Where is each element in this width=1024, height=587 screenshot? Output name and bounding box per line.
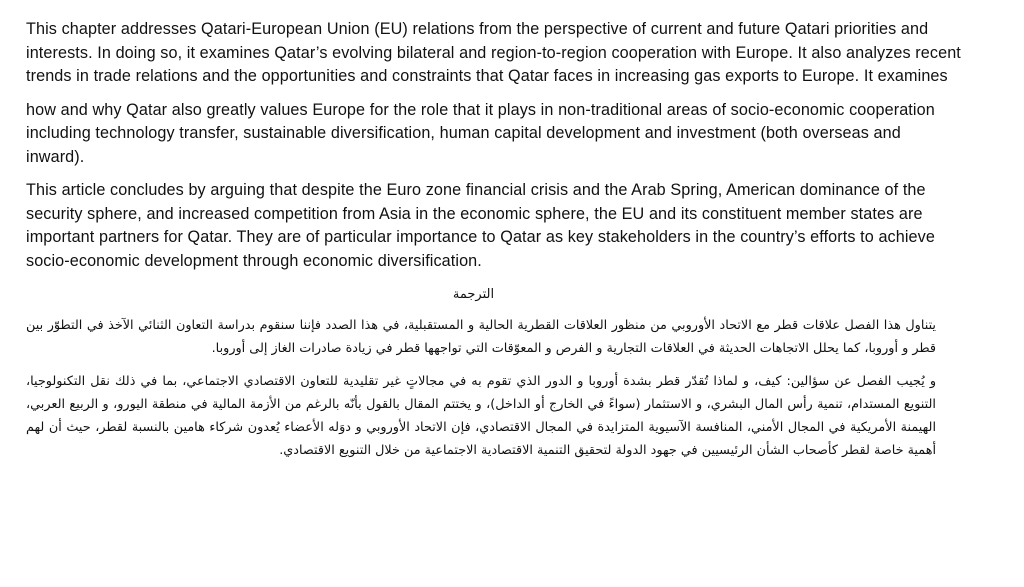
- english-paragraph-1: This chapter addresses Qatari-European Union (EU) relations from the perspective of current and future Qatari priorities and interests. In doing so, it examines Qatar’s evolving bilateral and region-to-region cooperation with Europe. It also analyzes recent trends in trade relations and the opportunities and constraints that Qatar faces in increasing gas exports to Europe. It examines: [26, 20, 961, 85]
- translation-heading: الترجمة: [452, 287, 495, 302]
- english-paragraph-2: how and why Qatar also greatly values Europe for the role that it plays in non-traditional areas of socio-economic cooperation including technology transfer, sustainable diversification, human capital development and investment (both overseas and inward).: [26, 100, 935, 166]
- arabic-paragraph-2: و يُجيب الفصل عن سؤالين: كيف، و لماذا تُقدّر قطر بشدة أوروبا و الدور الذي تقوم به في مجالاتٍ غير تقليدية للتعاون الاقتصادي الاجتماعي، بما في ذلك نقل التكنولوجيا، التنويع المستدام، تنمية رأس المال البشري، و الاستثمار (سواءً في الخارج أو الداخل)، و يختتم المقال بالقول بأنّه بالرغم من الأزمة المالية في منطقة اليورو، و الربيع العربي، الهيمنة الأمريكية في المجال الأمني، المنافسة الآسيوية المتزايدة في المجال الاقتصادي، فإن الاتحاد الأوروبي و دوَله الأعضاء يُعدون شركاء هامين بالنسبة لقطر، حيث أن لهم أهمية خاصة لقطر كأصحاب الشأن الرئيسيين في جهود الدولة لتحقيق التنمية الاقتصادية الاجتماعية من خلال التنويع الاقتصادي.: [26, 374, 936, 458]
- arabic-paragraph-1: يتناول هذا الفصل علاقات قطر مع الاتحاد الأوروبي من منظور العلاقات القطرية الحالية و المستقبلية، في هذا الصدد فإننا سنقوم بدراسة التعاون الثنائي الآخذ في التطوّر بين قطر و أوروبا، كما يحلل الاتجاهات الحديثة في العلاقات التجارية و الفرص و المعوّقات التي تواجهها قطر في زيادة صادرات الغاز إلى أوروبا.: [26, 318, 936, 356]
- english-paragraph-3: This article concludes by arguing that despite the Euro zone financial crisis and the Arab Spring, American dominance of the security sphere, and increased competition from Asia in the economic sphere, the EU and its constituent member states are important partners for Qatar. They are of particular importance to Qatar as key stakeholders in the country’s efforts to achieve socio-economic development through economic diversification.: [26, 181, 935, 270]
- document-page: [26, 18, 961, 462]
